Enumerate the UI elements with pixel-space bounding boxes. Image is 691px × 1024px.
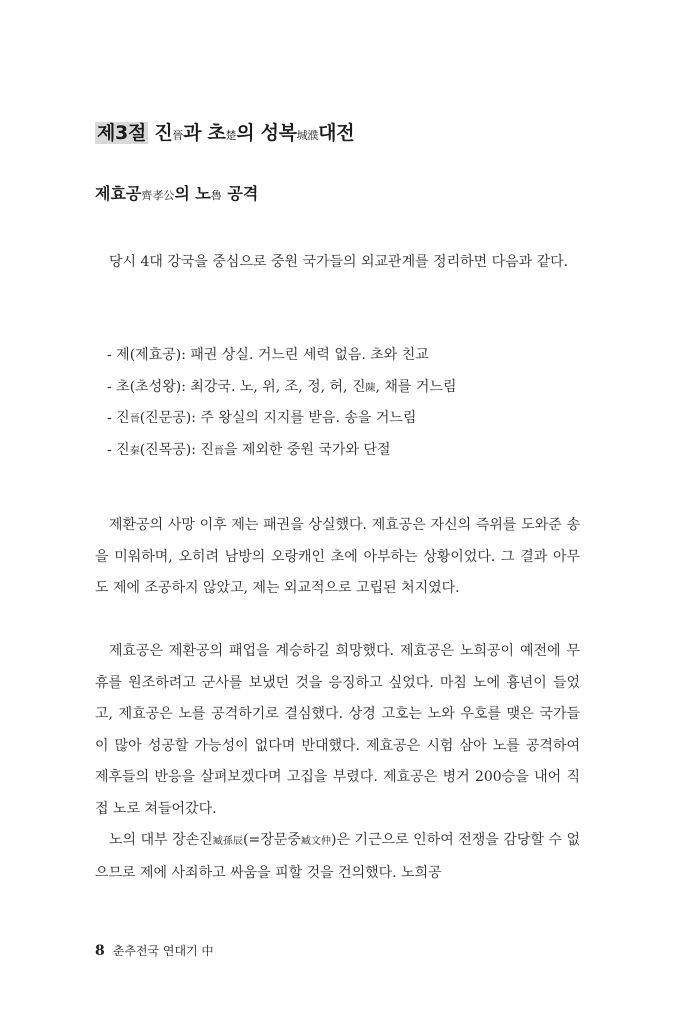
chapter-number: 제3절 [97,122,147,144]
list-item [95,435,580,467]
section-title-text: 의 노 [174,184,211,203]
hanja: 臧文仲 [300,836,332,847]
paragraph-text: 노의 대부 장손진 [109,832,213,848]
hanja: 楚 [225,129,237,142]
chapter-title-text: 대전 [318,122,355,144]
hanja: 秦 [129,445,140,457]
hanja: 晉 [213,445,224,457]
body-paragraph: 제효공은 제환공의 패업을 계승하길 희망했다. 제효공은 노희공이 예전에 무휴를 원조하려고 군사를 보냈던 것을 응징하고 싶었다. 마침 노에 흉년이 들었고, 제효공은 노를 공격하기로 결심했다. 상경 고호는 노와 우호를 맺은 국가들이 많아 성공할 가능성이 없다며 반대했다. 제효공은 시험 삼아 노를 공격하여 제후들의 반응을 살펴보겠다며 고집을 부렸다. 제효공은 병거 200승을 내어 직접 노로 쳐들어갔다. [95,643,580,817]
chapter-title-text: 진 [148,122,173,144]
hanja: 晉 [172,129,184,142]
page-footer [95,942,214,959]
section-title-text: 제효공 [95,184,142,203]
list-item [95,403,580,435]
hanja: 齊孝公 [141,189,175,202]
list-item-text: - 진 [107,410,130,426]
page-number: 8 [95,943,105,959]
hanja: 陳 [365,382,376,394]
section-title-text: 공격 [221,184,259,203]
list-item [95,372,580,404]
list-item-text: 을 제외한 중원 국가와 단절 [223,441,391,458]
hanja: 晉 [129,414,140,425]
list-item-text: (진목공): 진 [139,441,214,458]
paragraph-text: )은 기근으로 인하여 전쟁을 감당할 수 없으므로 제에 사죄하고 싸움을 피할 것을 건의했다. 노희공 [95,832,581,881]
intro-paragraph: 당시 4대 강국을 중심으로 중원 국가들의 외교관계를 정리하면 다음과 같다. [109,254,569,270]
list-item-text: , 채를 거느림 [375,378,457,395]
chapter-title-text: 과 초 [183,122,226,144]
list-item-text: - 초(초성왕): 최강국. 노, 위, 조, 정, 허, 진 [107,378,366,395]
body-paragraph: 제환공의 사망 이후 제는 패권을 상실했다. 제효공은 자신의 즉위를 도와준 송을 미워하며, 오히려 남방의 오랑캐인 초에 아부하는 상황이었다. 그 결과 아무도 제에 조공하지 않았고, 제는 외교적으로 고립된 처지였다. [95,517,580,596]
list-item [95,340,580,372]
list-item-text: - 진 [107,441,130,458]
hanja: 魯 [210,189,222,202]
body-paragraph [95,825,580,889]
hanja: 臧孫辰 [212,836,243,847]
hanja: 城濮 [296,129,319,142]
paragraph-text: (=장문중 [243,832,301,848]
list-item-text: (진문공): 주 왕실의 지지를 받음. 송을 거느림 [139,410,417,426]
relations-list [95,340,580,466]
running-title: 춘추전국 연대기 中 [112,944,214,958]
list-item-text: - 제(제효공): 패권 상실. 거느린 세력 없음. 초와 친교 [107,347,429,363]
chapter-title [95,118,580,145]
section-title [95,181,580,204]
chapter-title-text: 의 성복 [236,122,297,144]
